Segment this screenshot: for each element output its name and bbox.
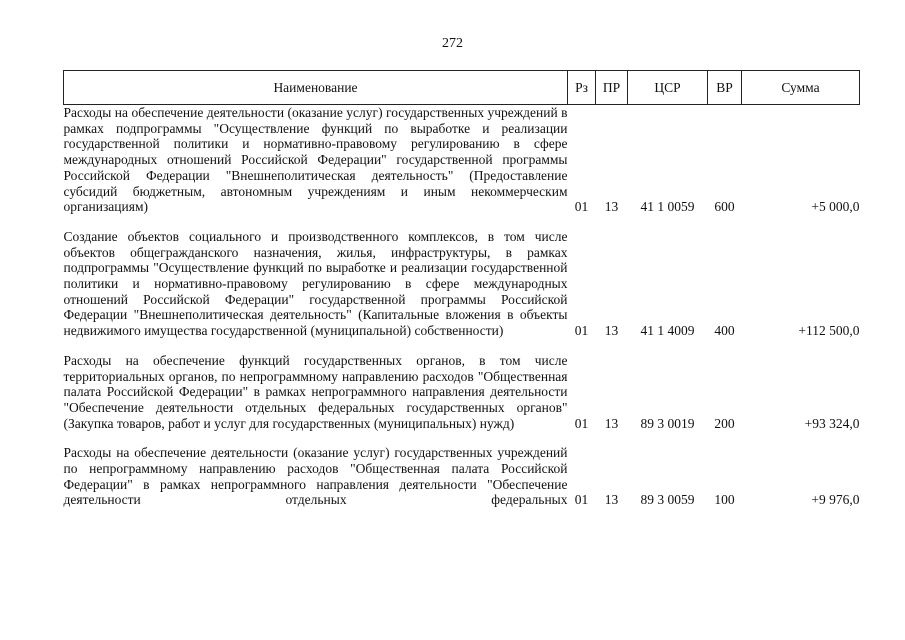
- row-name: Расходы на обеспечение деятельности (оказание услуг) государственных учреждений по непрограммному направлению расходов "Общественная палата Российской Федерации" в рамках непрограммного направления деятельности "Обеспечение деятельности отдельных федеральных: [63, 445, 568, 508]
- row-name: Расходы на обеспечение деятельности (оказание услуг) государственных учреждений в рамках подпрограммы "Осуществление функций по выработке и реализации государственной политики и нормативно-правовому регулированию в сфере международных отношений Российской Федерации" государственной программы Российской Федерации "Внешнеполитическая деятельность" (Предоставление субсидий бюджетным, автономным учреждениям и иным некоммерческим организациям): [63, 105, 568, 215]
- row-spacer: [64, 339, 860, 353]
- row-csr: 41 1 4009: [640, 323, 695, 339]
- table-header-row: [64, 71, 860, 105]
- row-rz: 01: [574, 492, 589, 508]
- header-csr: ЦСР: [628, 71, 708, 105]
- row-rz: 01: [574, 199, 589, 215]
- row-name: Создание объектов социального и производственного комплексов, в том числе объектов общегражданского назначения, жилья, инфраструктуры, в рамках подпрограммы "Осуществление функций по выработке и реализации государственной политики и нормативно-правовому регулированию в сфере международных отношений Российской Федерации" государственной программы Российской Федерации "Внешнеполитическая деятельность" (Капитальные вложения в объекты недвижимого имущества государственной (муниципальной) собственности): [63, 228, 568, 339]
- row-csr: 41 1 0059: [640, 199, 695, 215]
- table-row: [64, 445, 860, 508]
- table-row: [64, 105, 860, 215]
- row-csr: 89 3 0059: [640, 492, 695, 508]
- row-spacer: [64, 215, 860, 229]
- page-number: 272: [442, 36, 463, 51]
- budget-table: [63, 70, 860, 508]
- header-pr: ПР: [596, 71, 628, 105]
- table-row: [64, 229, 860, 339]
- row-rz: 01: [574, 323, 589, 339]
- row-sum: +5 000,0: [811, 199, 860, 215]
- header-name: Наименование: [64, 71, 568, 105]
- row-name: Расходы на обеспечение функций государственных органов, в том числе территориальных органов, по непрограммному направлению расходов "Общественная палата Российской Федерации" в рамках непрограммного направления деятельности "Обеспечение деятельности отдельных федеральных государственных органов" (Закупка товаров, работ и услуг для государственных (муниципальных) нужд): [63, 352, 568, 431]
- row-vr: 400: [714, 323, 735, 339]
- header-vr: ВР: [708, 71, 742, 105]
- row-sum: +93 324,0: [804, 415, 860, 431]
- header-sum: Сумма: [742, 71, 860, 105]
- row-sum: +9 976,0: [811, 492, 860, 508]
- row-spacer: [64, 431, 860, 445]
- row-pr: 13: [604, 199, 619, 215]
- row-pr: 13: [604, 415, 619, 431]
- row-pr: 13: [604, 323, 619, 339]
- row-rz: 01: [574, 415, 589, 431]
- row-pr: 13: [604, 492, 619, 508]
- row-csr: 89 3 0019: [640, 415, 695, 431]
- row-vr: 100: [714, 492, 735, 508]
- table-row: [64, 353, 860, 432]
- row-vr: 200: [714, 415, 735, 431]
- header-rz: Рз: [568, 71, 596, 105]
- row-sum: +112 500,0: [798, 323, 860, 339]
- row-vr: 600: [714, 199, 735, 215]
